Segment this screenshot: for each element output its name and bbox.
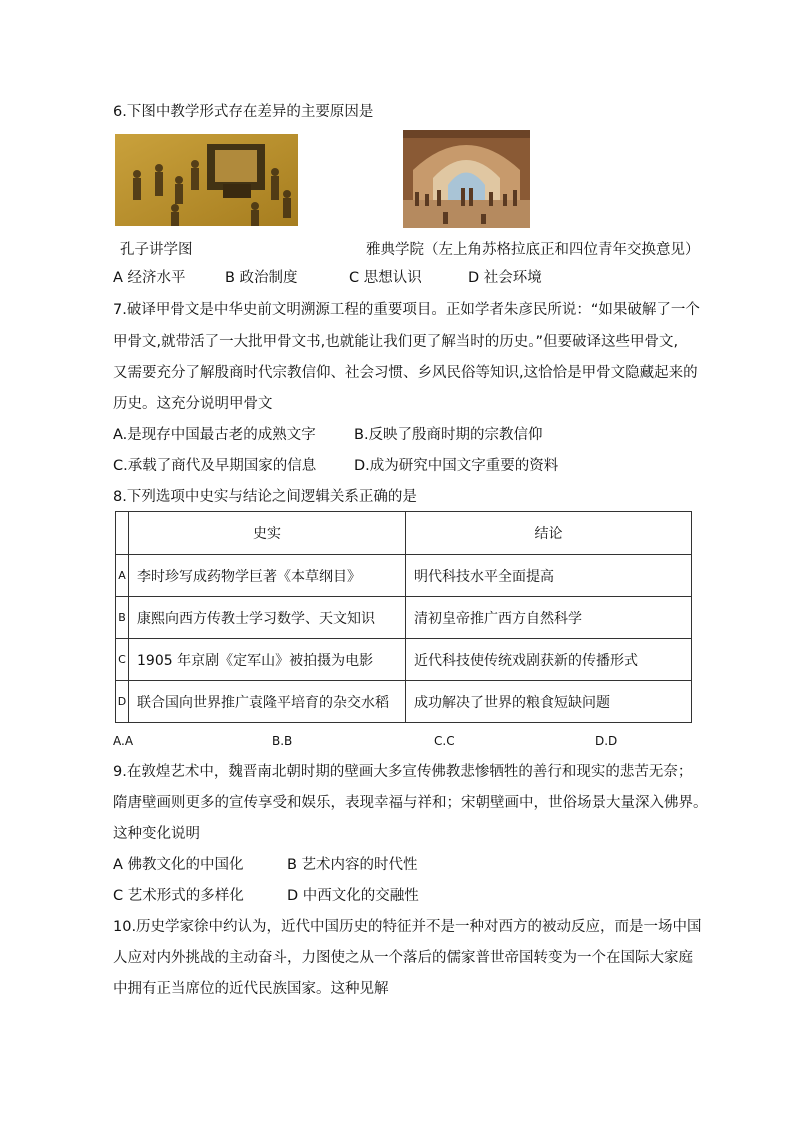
header-key (116, 512, 129, 555)
q7-option-a[interactable]: A.是现存中国最古老的成熟文字 (113, 427, 316, 443)
table-row (116, 555, 692, 597)
row-key: D (116, 681, 129, 723)
caption-athens: 雅典学院（左上角苏格拉底正和四位青年交换意见） (366, 242, 700, 258)
q7-line-2: 甲骨文,就带活了一大批甲骨文书,也就能让我们更了解当时的历史。”但要破译这些甲骨文, (113, 334, 679, 350)
q8-table (115, 511, 692, 723)
caption-confucius: 孔子讲学图 (120, 242, 193, 258)
table-header-row (116, 512, 692, 555)
q9-line-2: 隋唐壁画则更多的宣传享受和娱乐，表现幸福与祥和；宋朝壁画中，世俗场景大量深入佛界。 (113, 795, 708, 811)
q9-line-3: 这种变化说明 (113, 826, 200, 842)
q7-line-3: 又需要充分了解殷商时代宗教信仰、社会习惯、乡风民俗等知识,这恰恰是甲骨文隐藏起来的 (113, 365, 698, 381)
row-conclusion: 近代科技使传统戏剧获新的传播形式 (406, 639, 692, 681)
confucius-teaching-image (115, 134, 298, 226)
q6-option-c[interactable]: C 思想认识 (349, 270, 422, 286)
q8-option-b[interactable]: B.B (272, 734, 293, 748)
q9-option-a[interactable]: A 佛教文化的中国化 (113, 857, 244, 873)
q9-option-d[interactable]: D 中西文化的交融性 (287, 888, 419, 904)
table-row (116, 639, 692, 681)
q9-option-b[interactable]: B 艺术内容的时代性 (287, 857, 418, 873)
q6-option-d[interactable]: D 社会环境 (468, 270, 542, 286)
q6-stem: 6.下图中教学形式存在差异的主要原因是 (113, 104, 374, 120)
q10-line-2: 人应对内外挑战的主动奋斗，力图使之从一个落后的儒家普世帝国转变为一个在国际大家庭 (113, 950, 693, 966)
q7-line-1: 7.破译甲骨文是中华史前文明溯源工程的重要项目。正如学者朱彦民所说：“如果破解了一个 (113, 302, 700, 318)
q7-option-d[interactable]: D.成为研究中国文字重要的资料 (354, 458, 559, 474)
q10-line-1: 10.历史学家徐中约认为，近代中国历史的特征并不是一种对西方的被动反应，而是一场中国 (113, 919, 702, 935)
q6-option-b[interactable]: B 政治制度 (225, 270, 298, 286)
row-key: C (116, 639, 129, 681)
q9-option-c[interactable]: C 艺术形式的多样化 (113, 888, 244, 904)
table-row (116, 597, 692, 639)
q8-option-c[interactable]: C.C (434, 734, 455, 748)
q9-line-1: 9.在敦煌艺术中，魏晋南北朝时期的壁画大多宣传佛教悲惨牺牲的善行和现实的悲苦无奈； (113, 764, 693, 780)
row-fact: 康熙向西方传教士学习数学、天文知识 (129, 597, 406, 639)
q10-line-3: 中拥有正当席位的近代民族国家。这种见解 (113, 981, 389, 997)
row-fact: 联合国向世界推广袁隆平培育的杂交水稻 (129, 681, 406, 723)
q6-option-a[interactable]: A 经济水平 (113, 270, 186, 286)
q8-stem: 8.下列选项中史实与结论之间逻辑关系正确的是 (113, 489, 417, 505)
q7-option-c[interactable]: C.承载了商代及早期国家的信息 (113, 458, 317, 474)
header-conclusion: 结论 (406, 512, 692, 555)
row-key: B (116, 597, 129, 639)
q8-option-d[interactable]: D.D (595, 734, 618, 748)
row-conclusion: 明代科技水平全面提高 (406, 555, 692, 597)
header-fact: 史实 (129, 512, 406, 555)
row-conclusion: 成功解决了世界的粮食短缺问题 (406, 681, 692, 723)
q7-line-4: 历史。这充分说明甲骨文 (113, 396, 273, 412)
row-fact: 1905 年京剧《定军山》被拍摄为电影 (129, 639, 406, 681)
row-key: A (116, 555, 129, 597)
school-of-athens-image (403, 130, 530, 228)
table-row (116, 681, 692, 723)
row-fact: 李时珍写成药物学巨著《本草纲目》 (129, 555, 406, 597)
row-conclusion: 清初皇帝推广西方自然科学 (406, 597, 692, 639)
q7-option-b[interactable]: B.反映了殷商时期的宗教信仰 (354, 427, 543, 443)
q8-option-a[interactable]: A.A (113, 734, 134, 748)
